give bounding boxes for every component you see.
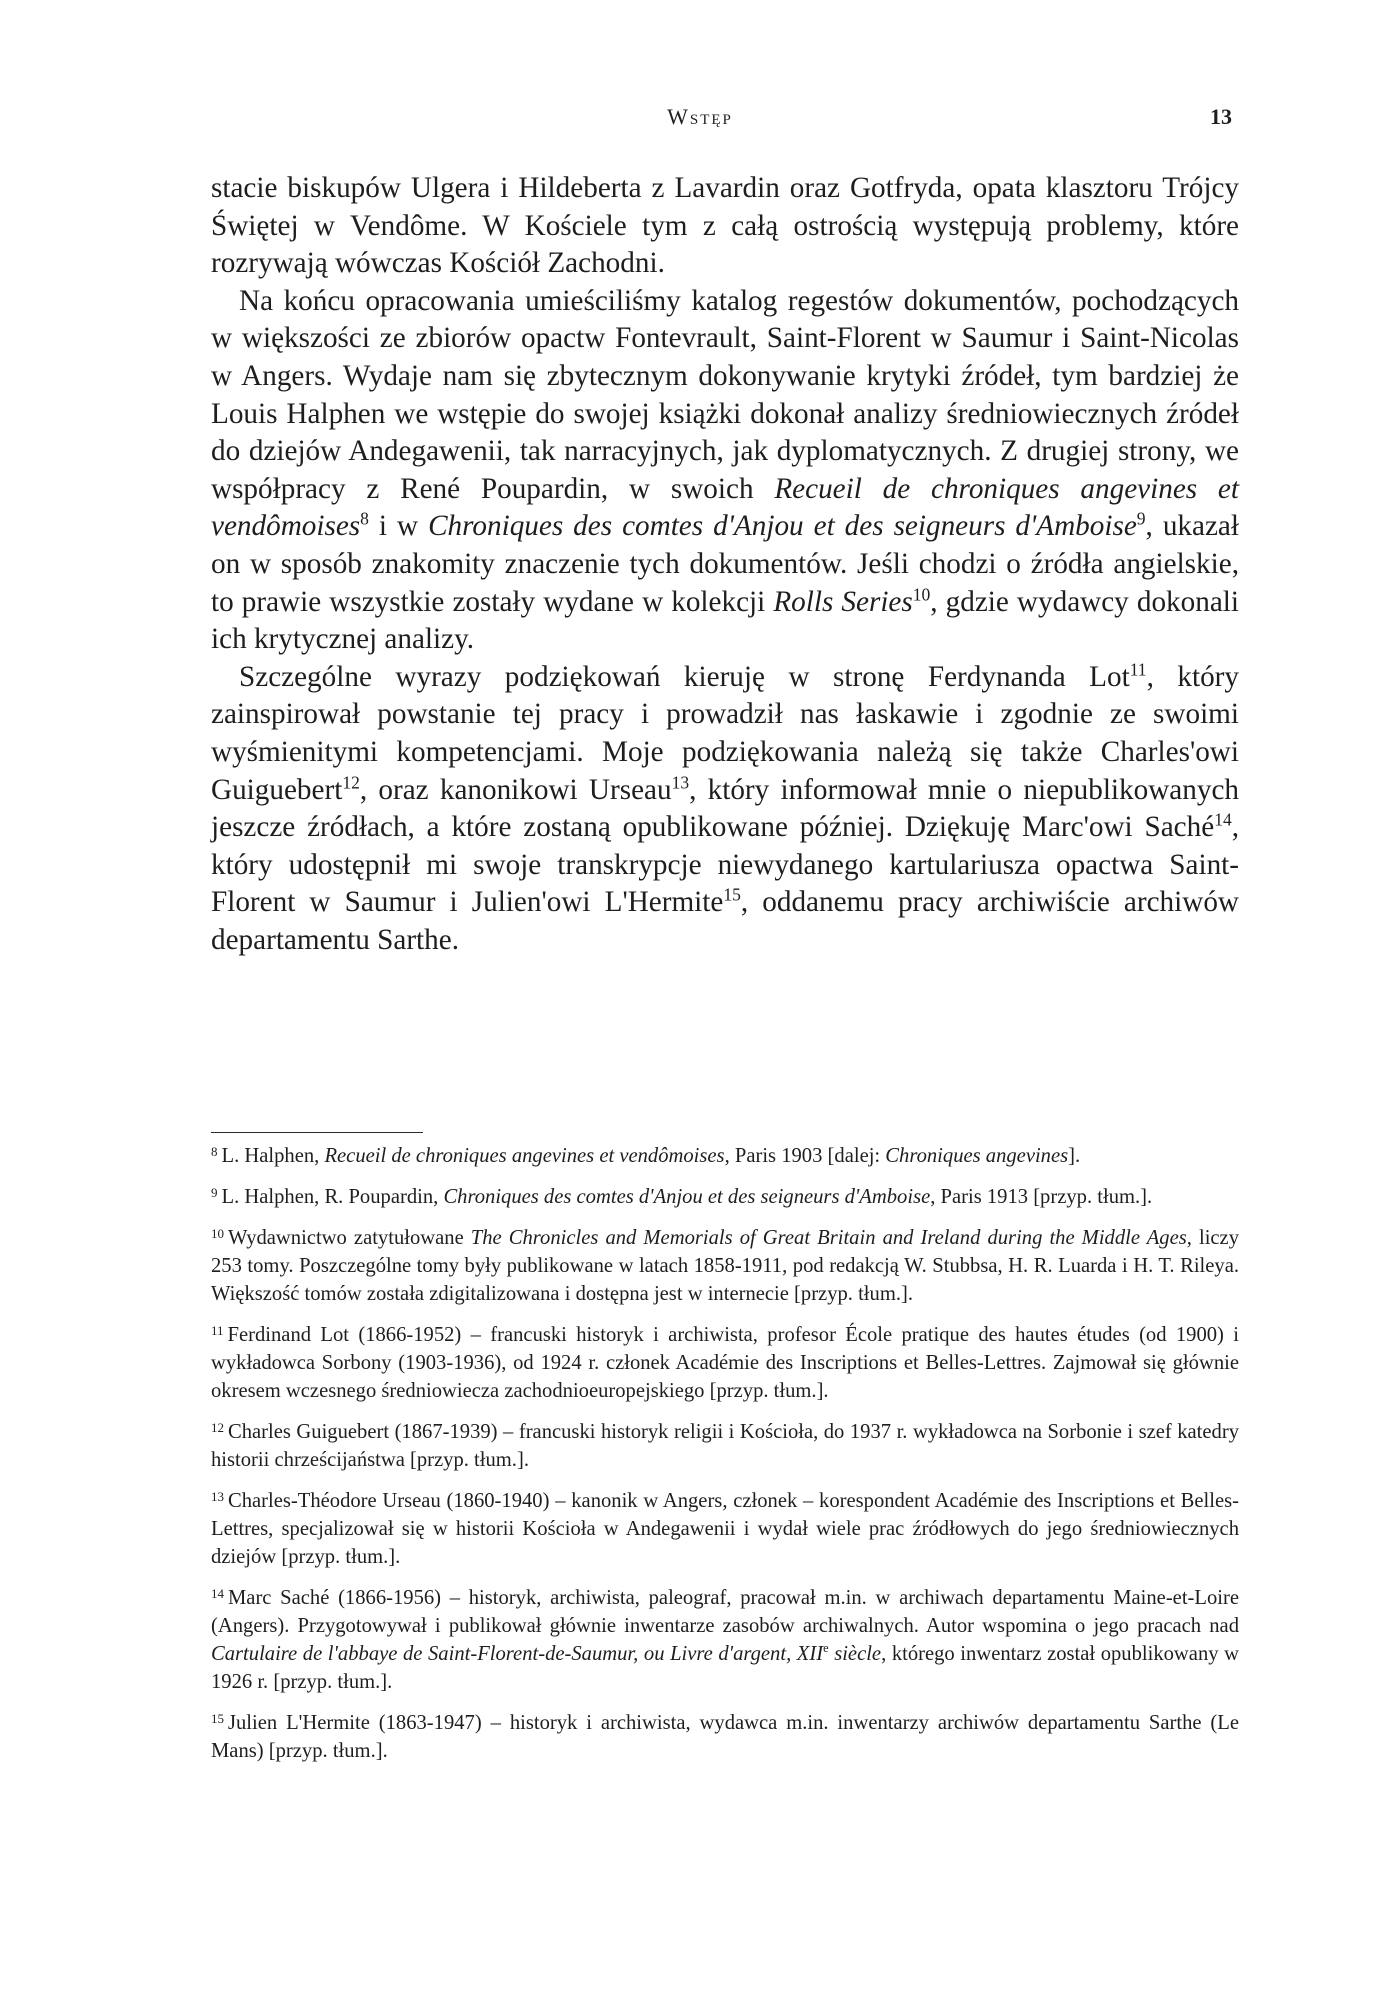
footnote-11: $^{11}$ Ferdinand Lot (1866-1952) – francuski historyk i archiwista, profesor École pratique des hautes études (od 1900) i wykładowca Sorbony (1903-1936), od 1924 r. członek Académie des Inscriptions et Belles-Lettres. Zajmował się głównie okresem wczesnego średniowiecza zachodnioeuropejskiego [przyp. tłum.]. — [211, 1323, 1239, 1402]
footnote-10: $^{10}$ Wydawnictwo zatytułowane The Chronicles and Memorials of Great Britain and Ireland during the Middle Ages, liczy 253 tomy. Poszczególne tomy były publikowane w latach 1858-1911, pod redakcją W. Stubbsa, H. R. Luarda i H. T. Rileya. Większość tomów została zdigitalizowana i dostępna jest w internecie [przyp. tłum.]. — [211, 1226, 1239, 1305]
body-text — [211, 170, 1239, 959]
footnote-13: $^{13}$ Charles-Théodore Urseau (1860-1940) – kanonik w Angers, członek – korespondent Académie des Inscriptions et Belles-Lettres, specjalizował się w historii Kościoła w Andegawenii i wydał wiele prac źródłowych do jego średniowiecznych dziejów [przyp. tłum.]. — [211, 1489, 1239, 1568]
footnote-12: $^{12}$ Charles Guiguebert (1867-1939) – francuski historyk religii i Kościoła, do 1937 r. wykładowca na Sorbonie i szef katedry historii chrześcijaństwa [przyp. tłum.]. — [211, 1420, 1239, 1471]
footnote-ref: 9 — [1136, 508, 1146, 529]
footnote-9: $^9$ L. Halphen, R. Poupardin, Chroniques des comtes d'Anjou et des seigneurs d'Amboise, Paris 1913 [przyp. tłum.]. — [211, 1185, 1153, 1208]
footnotes — [211, 1138, 1239, 1774]
footnote-ref: 13 — [671, 771, 690, 792]
paragraph-2: Na końcu opracowania umieściliśmy katalog regestów dokumentów, pochodzących w większości ze zbiorów opactw Fontevrault, Saint-Florent w Saumur i Saint-Nicolas w Angers. Wydaje nam się zbytecznym dokonywanie krytyki źródeł, tym bardziej że Louis Halphen we wstępie do swojej książki dokonał analizy średniowiecznych źródeł do dziejów Andegawenii, tak narracyjnych, jak dyplomatycznych. Z drugiej strony, we współpracy z René Poupardin, w swoich Recueil de chroniques angevines et vendômoises$^8$ i w Chroniques des comtes d'Anjou et des seigneurs d'Amboise$^9$, ukazał on w sposób znakomity znaczenie tych dokumentów. Jeśli chodzi o źródła angielskie, to prawie wszystkie zostały wydane w kolekcji Rolls Series$^{10}$, gdzie wydawcy dokonali ich krytycznej analizy. — [211, 284, 1239, 656]
paragraph-1: stacie biskupów Ulgera i Hildeberta z Lavardin oraz Gotfryda, opata klasztoru Trójcy Świętej w Vendôme. W Kościele tym z całą ostrością występują problemy, które rozrywają wówczas Kościół Zachodni. — [211, 172, 1239, 280]
footnote-14: $^{14}$ Marc Saché (1866-1956) – historyk, archiwista, paleograf, pracował m.in. w archiwach departamentu Maine-et-Loire (Angers). Przygotowywał i publikował głównie inwentarze zasobów archiwalnych. Autor wspomina o jego pracach nad Cartulaire de l'abbaye de Saint-Florent-de-Saumur, ou Livre d'argent, XIIe siècle, którego inwentarz został opublikowany w 1926 r. [przyp. tłum.]. — [211, 1586, 1239, 1693]
page-number: 13 — [1210, 104, 1232, 129]
footnote-ref: 8 — [360, 508, 369, 529]
paragraph-3: Szczególne wyrazy podziękowań kieruję w stronę Ferdynanda Lot$^{11}$, który zainspirował powstanie tej pracy i prowadził nas łaskawie i zgodnie ze swoimi wyśmienitymi kompetencjami. Moje podziękowania należą się także Charles'owi Guiguebert$^{12}$, oraz kanonikowi Urseau$^{13}$, który informował mnie o niepublikowanych jeszcze źródłach, a które zostaną opublikowane później. Dziękuję Marc'owi Saché$^{14}$, który udostępnił mi swoje transkrypcje niewydanego kartulariusza opactwa Saint-Florent w Saumur i Julien'owi L'Hermite$^{15}$, oddanemu pracy archiwiście archiwów departamentu Sarthe. — [211, 658, 1239, 956]
running-title: Wstęp — [667, 104, 733, 129]
footnote-ref: 15 — [723, 884, 741, 905]
footnote-ref: 10 — [912, 583, 931, 604]
footnote-divider — [211, 1132, 423, 1133]
footnote-ref: 11 — [1129, 658, 1147, 679]
footnote-ref: 14 — [1214, 809, 1232, 830]
footnote-15: $^{15}$ Julien L'Hermite (1863-1947) – historyk i archiwista, wydawca m.in. inwentarzy archiwów departamentu Sarthe (Le Mans) [przyp. tłum.]. — [211, 1711, 1239, 1762]
footnote-8: $^8$ L. Halphen, Recueil de chroniques angevines et vendômoises, Paris 1903 [dalej: Chroniques angevines]. — [211, 1144, 1081, 1167]
footnote-ref: 12 — [342, 771, 360, 792]
running-head — [0, 104, 1400, 134]
